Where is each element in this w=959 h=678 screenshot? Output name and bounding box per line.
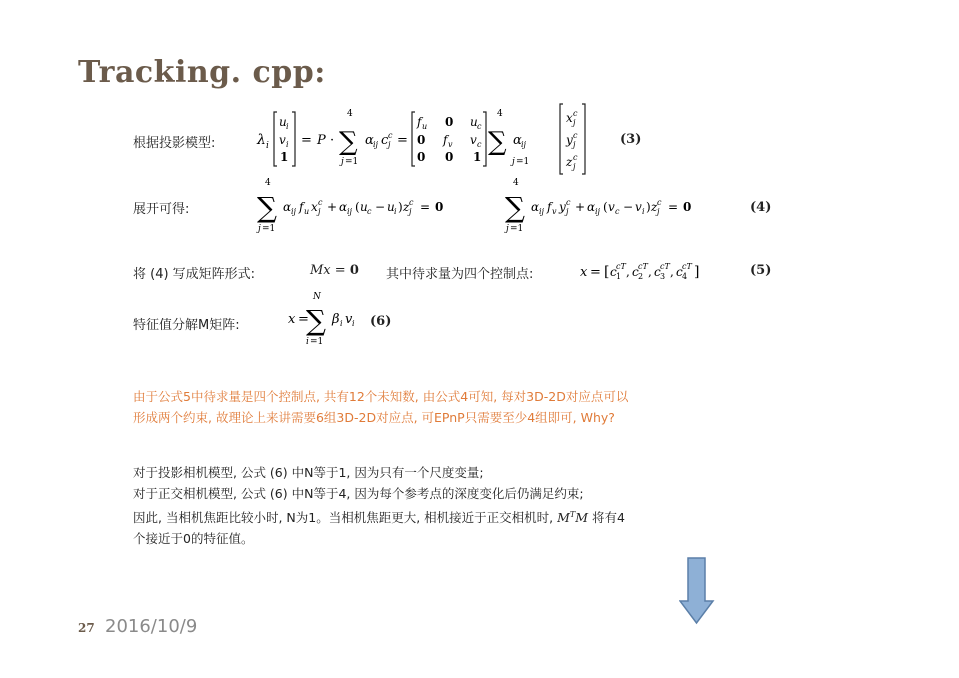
equation-expand bbox=[255, 175, 755, 237]
slide-date: 2016/10/9 bbox=[105, 616, 198, 637]
svg-text:c: c bbox=[657, 198, 662, 207]
svg-text:i: i bbox=[286, 140, 289, 149]
svg-text:i: i bbox=[642, 207, 645, 216]
svg-text:=: = bbox=[590, 265, 601, 280]
svg-text:λ: λ bbox=[257, 132, 266, 148]
svg-text:−: − bbox=[623, 200, 634, 214]
svg-text:+: + bbox=[327, 200, 338, 214]
svg-text:∑: ∑ bbox=[505, 191, 525, 224]
svg-text:x: x bbox=[580, 265, 588, 280]
svg-text:c: c bbox=[388, 131, 393, 140]
svg-text:∑: ∑ bbox=[306, 304, 326, 337]
svg-text:0: 0 bbox=[435, 200, 444, 214]
svg-text:i: i bbox=[286, 122, 289, 131]
svg-text:j: j bbox=[318, 207, 321, 216]
svg-text:i: i bbox=[266, 141, 269, 151]
explanation-line-3-text: 因此, 当相机焦距比较小时, N为1。当相机焦距更大, 相机接近于正交相机时, bbox=[133, 510, 558, 526]
svg-text:j: j bbox=[566, 207, 569, 216]
svg-text:c: c bbox=[573, 131, 578, 140]
svg-text:v: v bbox=[279, 133, 286, 147]
svg-text:f: f bbox=[443, 133, 448, 147]
svg-text:cT: cT bbox=[682, 262, 692, 271]
svg-text:=: = bbox=[301, 133, 312, 148]
svg-text:4: 4 bbox=[513, 178, 519, 188]
svg-text:f: f bbox=[547, 200, 552, 214]
label-eigen: 特征值分解M矩阵: bbox=[133, 318, 240, 333]
svg-text:∑: ∑ bbox=[257, 191, 277, 224]
label-projection-model: 根据投影模型: bbox=[133, 136, 216, 151]
svg-text:j: j bbox=[573, 162, 576, 171]
svg-text:4: 4 bbox=[497, 109, 503, 119]
svg-text:c: c bbox=[409, 198, 414, 207]
svg-text:v: v bbox=[448, 140, 453, 149]
svg-text:i: i bbox=[340, 319, 343, 328]
svg-text:,: , bbox=[670, 265, 674, 279]
svg-text:(: ( bbox=[603, 200, 608, 214]
svg-text:f: f bbox=[417, 115, 422, 129]
svg-text:v: v bbox=[552, 207, 557, 216]
svg-text:z: z bbox=[651, 200, 658, 214]
explanation-line-3 bbox=[133, 504, 783, 528]
svg-text:cT: cT bbox=[660, 262, 670, 271]
explanation-line-4: 个接近于0的特征值。 bbox=[133, 531, 254, 547]
svg-text:c: c bbox=[654, 265, 661, 279]
svg-text:c: c bbox=[676, 265, 683, 279]
svg-text:j: j bbox=[573, 140, 576, 149]
svg-text:j: j bbox=[409, 207, 412, 216]
svg-text:ij: ij bbox=[291, 207, 297, 216]
down-arrow-icon bbox=[679, 557, 715, 625]
slide-number: 27 bbox=[78, 621, 95, 635]
svg-text:=1: =1 bbox=[516, 157, 530, 167]
svg-text:z: z bbox=[566, 155, 573, 169]
svg-text:[: [ bbox=[604, 264, 610, 280]
svg-text:ij: ij bbox=[373, 140, 379, 149]
svg-text:4: 4 bbox=[265, 178, 271, 188]
svg-text:β: β bbox=[332, 312, 340, 327]
svg-text:c: c bbox=[615, 207, 620, 216]
svg-text:=1: =1 bbox=[262, 224, 276, 234]
svg-text:): ) bbox=[398, 200, 403, 214]
equation-number-5: (5) bbox=[750, 263, 772, 278]
svg-text:c: c bbox=[566, 198, 571, 207]
svg-text:ij: ij bbox=[595, 207, 601, 216]
svg-text:=: = bbox=[420, 200, 431, 214]
svg-text:∑: ∑ bbox=[339, 127, 358, 157]
svg-text:z: z bbox=[403, 200, 410, 214]
svg-text:0: 0 bbox=[445, 115, 454, 129]
svg-text:ij: ij bbox=[347, 207, 353, 216]
svg-text:i: i bbox=[394, 207, 397, 216]
svg-text:0: 0 bbox=[417, 133, 426, 147]
slide-title: Tracking. cpp: bbox=[78, 55, 326, 90]
svg-text:=: = bbox=[397, 133, 408, 148]
equation-projection bbox=[255, 102, 615, 178]
equation-number-4: (4) bbox=[750, 200, 772, 215]
svg-text:u: u bbox=[470, 115, 478, 129]
svg-text:+: + bbox=[575, 200, 586, 214]
svg-text:c: c bbox=[477, 140, 482, 149]
equation-number-3: (3) bbox=[620, 132, 642, 147]
svg-text:j: j bbox=[573, 118, 576, 127]
svg-text:·: · bbox=[330, 133, 335, 148]
svg-text:j: j bbox=[506, 224, 509, 234]
svg-text:α: α bbox=[365, 133, 374, 148]
svg-text:−: − bbox=[375, 200, 386, 214]
svg-text:c: c bbox=[573, 153, 578, 162]
svg-text:0: 0 bbox=[417, 150, 426, 164]
explanation-line-2: 对于正交相机模型, 公式 (6) 中N等于4, 因为每个参考点的深度变化后仍满足约束; bbox=[133, 486, 584, 501]
svg-text:1: 1 bbox=[473, 150, 482, 164]
svg-text:∑: ∑ bbox=[488, 127, 507, 157]
svg-text:j: j bbox=[657, 207, 660, 216]
svg-text:=1: =1 bbox=[510, 224, 524, 234]
svg-text:]: ] bbox=[694, 264, 700, 280]
svg-text:i: i bbox=[352, 319, 355, 328]
svg-text:4: 4 bbox=[347, 109, 353, 119]
svg-text:y: y bbox=[559, 200, 566, 214]
svg-text:c: c bbox=[632, 265, 639, 279]
svg-text:1: 1 bbox=[616, 272, 622, 281]
svg-text:x: x bbox=[566, 111, 573, 125]
question-note bbox=[133, 386, 773, 428]
svg-text:u: u bbox=[304, 207, 310, 216]
svg-text:v: v bbox=[635, 200, 642, 214]
svg-text:(: ( bbox=[355, 200, 360, 214]
question-note-line-2: 形成两个约束, 故理论上来讲需要6组3D-2D对应点, 可EPnP只需要至少4组即可, Why? bbox=[133, 410, 615, 425]
svg-text:i: i bbox=[306, 337, 309, 347]
svg-text:,: , bbox=[648, 265, 652, 279]
svg-text:cT: cT bbox=[638, 262, 648, 271]
svg-text:=: = bbox=[668, 200, 679, 214]
label-expand: 展开可得: bbox=[133, 202, 190, 217]
svg-text:u: u bbox=[279, 115, 287, 129]
svg-text:α: α bbox=[531, 200, 540, 214]
svg-text:c: c bbox=[381, 133, 389, 148]
svg-text:f: f bbox=[299, 200, 304, 214]
svg-text:4: 4 bbox=[682, 272, 688, 281]
svg-text:v: v bbox=[470, 133, 477, 147]
svg-text:): ) bbox=[646, 200, 651, 214]
svg-text:,: , bbox=[626, 265, 630, 279]
svg-text:3: 3 bbox=[660, 272, 666, 281]
svg-text:x: x bbox=[311, 200, 318, 214]
svg-text:c: c bbox=[367, 207, 372, 216]
svg-text:P: P bbox=[317, 133, 326, 148]
label-matrix-form: 将 (4) 写成矩阵形式: bbox=[133, 267, 256, 282]
svg-text:α: α bbox=[587, 200, 596, 214]
svg-text:c: c bbox=[477, 122, 482, 131]
svg-text:c: c bbox=[318, 198, 323, 207]
svg-text:α: α bbox=[339, 200, 348, 214]
svg-text:α: α bbox=[283, 200, 292, 214]
svg-text:α: α bbox=[513, 133, 522, 148]
svg-text:N: N bbox=[313, 292, 321, 302]
svg-text:1: 1 bbox=[280, 150, 289, 164]
equation-eigen-sum bbox=[286, 290, 376, 350]
svg-text:v: v bbox=[345, 312, 353, 327]
svg-text:y: y bbox=[566, 133, 573, 147]
svg-text:j: j bbox=[341, 157, 344, 167]
svg-text:2: 2 bbox=[638, 272, 644, 281]
svg-text:=: = bbox=[298, 312, 309, 327]
svg-text:j: j bbox=[258, 224, 261, 234]
svg-text:u: u bbox=[360, 200, 368, 214]
question-note-line-1: 由于公式5中待求量是四个控制点, 共有12个未知数, 由公式4可知, 每对3D-2D对应点可以 bbox=[133, 389, 629, 404]
explanation-line-1: 对于投影相机模型, 公式 (6) 中N等于1, 因为只有一个尺度变量; bbox=[133, 465, 484, 480]
svg-text:c: c bbox=[610, 265, 617, 279]
equation-number-6: (6) bbox=[370, 314, 392, 329]
svg-text:=1: =1 bbox=[310, 337, 324, 347]
svg-text:j: j bbox=[512, 157, 515, 167]
svg-text:0: 0 bbox=[445, 150, 454, 164]
equation-control-points bbox=[578, 256, 738, 286]
explanation-line-3-tail: 将有4 bbox=[592, 510, 625, 526]
inline-math-mtm: $M^TM$ bbox=[557, 510, 593, 526]
label-unknowns: 其中待求量为四个控制点: bbox=[386, 267, 534, 282]
svg-text:x: x bbox=[288, 312, 296, 327]
svg-text:ij: ij bbox=[521, 140, 527, 149]
svg-text:u: u bbox=[387, 200, 395, 214]
svg-text:=1: =1 bbox=[345, 157, 359, 167]
svg-text:j: j bbox=[388, 140, 391, 149]
svg-text:u: u bbox=[422, 122, 428, 131]
svg-text:cT: cT bbox=[616, 262, 626, 271]
svg-text:0: 0 bbox=[683, 200, 692, 214]
equation-mx-zero: Mx = 0 bbox=[310, 263, 359, 278]
svg-text:c: c bbox=[573, 109, 578, 118]
svg-text:ij: ij bbox=[539, 207, 545, 216]
explanation-paragraph bbox=[133, 462, 783, 549]
svg-text:v: v bbox=[608, 200, 615, 214]
